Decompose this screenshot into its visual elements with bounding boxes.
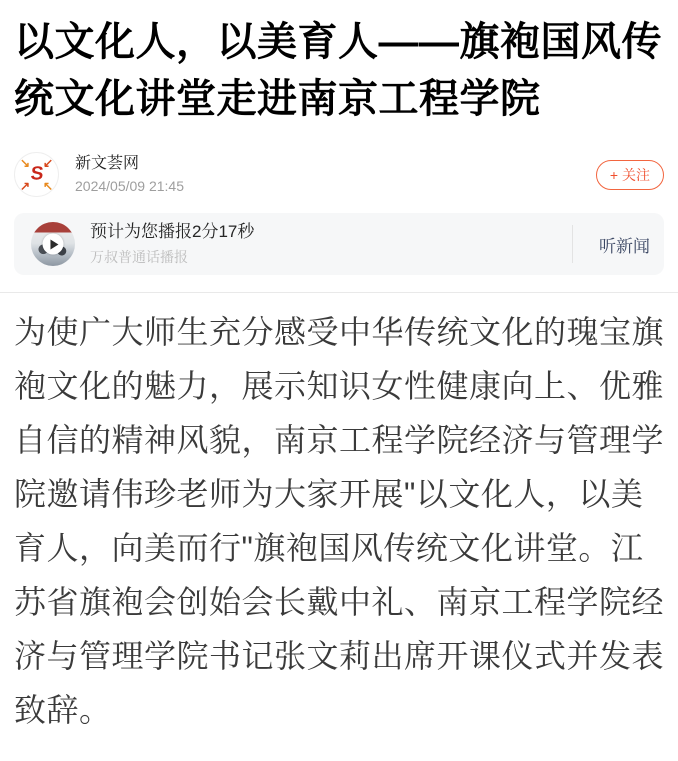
logo-s-glyph: S [29, 163, 44, 185]
publish-timestamp: 2024/05/09 21:45 [75, 178, 184, 195]
broadcast-duration-text: 预计为您播报2分17秒 [90, 222, 255, 242]
audio-thumbnail[interactable] [31, 222, 75, 266]
follow-button[interactable]: + 关注 [596, 160, 664, 190]
vertical-divider [572, 225, 573, 263]
broadcast-voice-text: 万叔普通话播报 [90, 248, 188, 265]
section-divider [0, 292, 678, 293]
audio-player-bar [14, 213, 664, 275]
publisher-row [14, 152, 664, 197]
publisher-name[interactable]: 新文荟网 [75, 155, 140, 172]
player-texts [90, 222, 254, 265]
play-icon[interactable] [43, 234, 64, 255]
logo-arrow-icon: ↙ [42, 156, 53, 170]
article-page [0, 14, 678, 737]
play-triangle-icon [50, 239, 58, 249]
article-body: 为使广大师生充分感受中华传统文化的瑰宝旗袍文化的魅力，展示知识女性健康向上、优雅自信的精神风貌，南京工程学院经济与管理学院邀请伟珍老师为大家开展"以文化人，以美育人，向美而行"旗袍国风传统文化讲堂。江苏省旗袍会创始会长戴中礼、南京工程学院经济与管理学院书记张文莉出席开课仪式并发表致辞。 [14, 314, 665, 728]
publisher-meta [75, 154, 184, 195]
logo-arrow-icon: ↖ [42, 179, 53, 193]
article-title: 以文化人，以美育人——旗袍国风传统文化讲堂走进南京工程学院 [14, 20, 662, 121]
logo-arrow-icon: ↗ [20, 179, 31, 193]
logo-arrow-icon: ↘ [20, 156, 31, 170]
player-right [572, 225, 650, 263]
publisher-logo-avatar[interactable] [14, 152, 59, 197]
listen-news-button[interactable]: 听新闻 [599, 232, 650, 257]
